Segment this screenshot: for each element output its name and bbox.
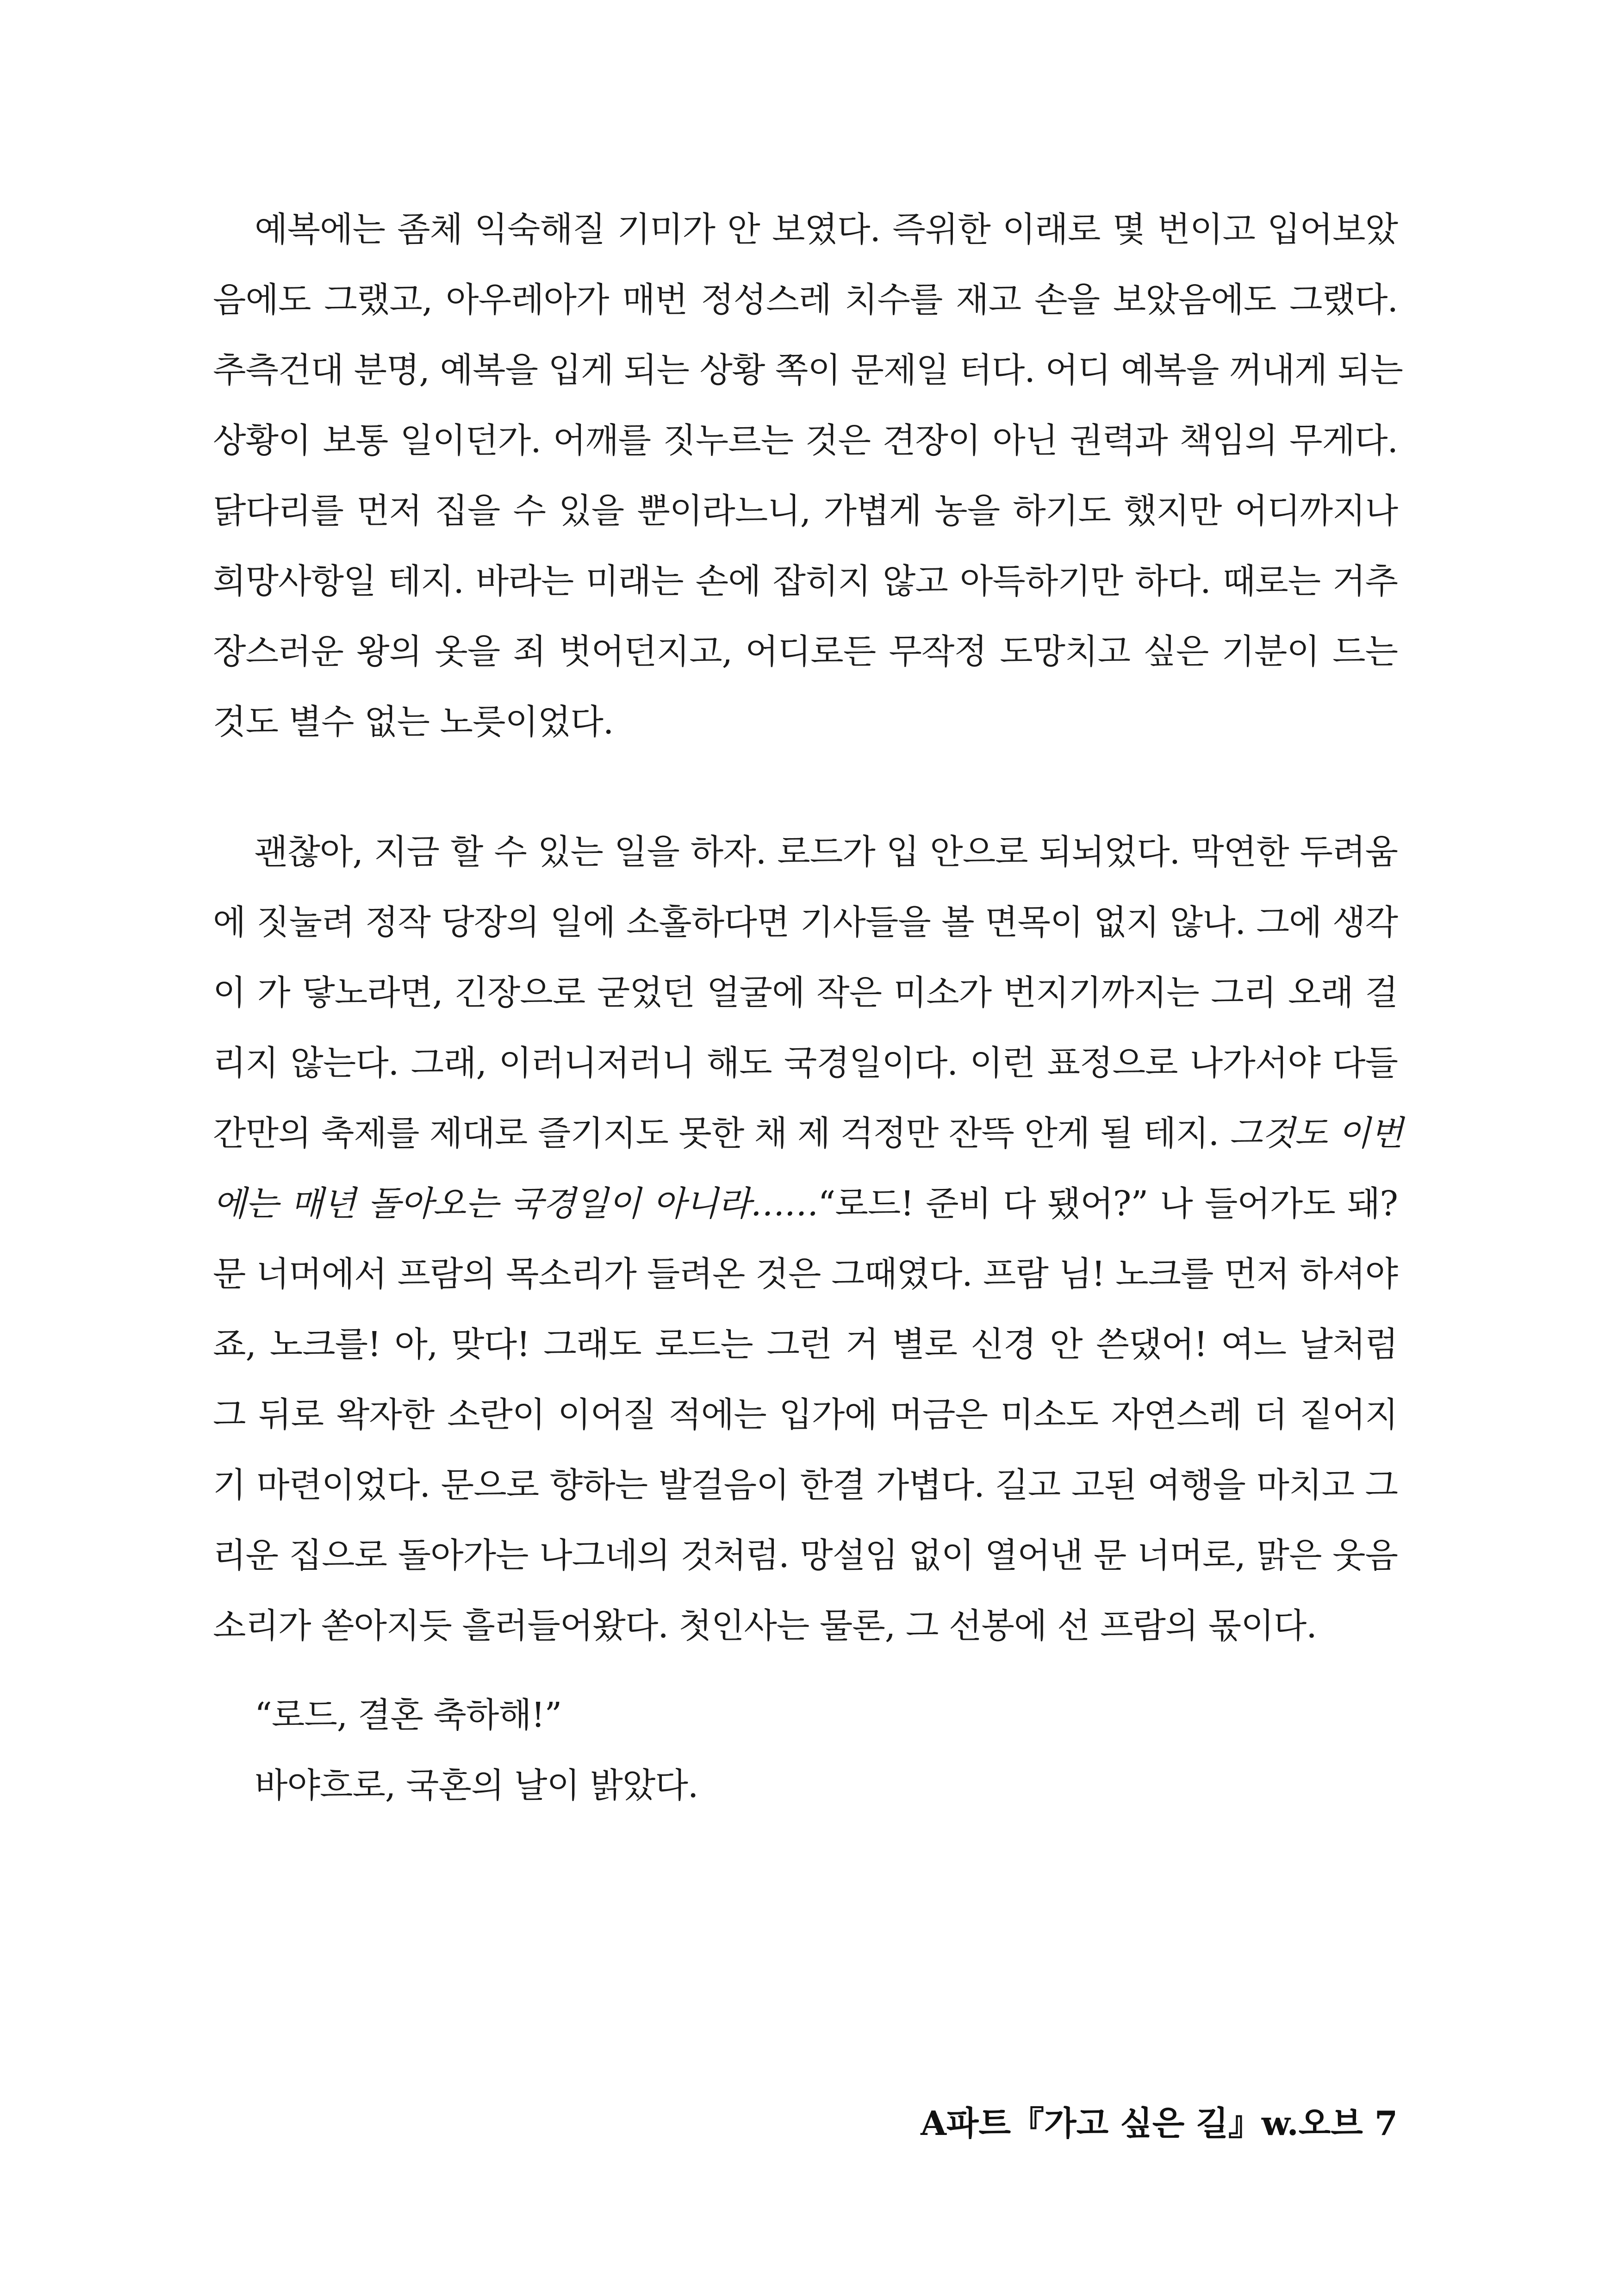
text-line: 괜찮아, 지금 할 수 있는 일을 하자. 로드가 입 안으로 되뇌었다. 막연한 두려움 [255,832,1398,872]
text-line: 음에도 그랬고, 아우레아가 매번 정성스레 치수를 재고 손을 보았음에도 그랬다. [213,280,1398,320]
paragraph-1 [213,194,1403,757]
text-line: 에 짓눌려 정작 당장의 일에 소홀하다면 기사들을 볼 면목이 없지 않나. 그에 생각 [213,902,1398,942]
text-line: 리운 집으로 돌아가는 나그네의 것처럼. 망설임 없이 열어낸 문 너머로, 맑은 웃음 [213,1536,1398,1575]
italic-segment: 에는 매년 돌아오는 국경일이 아니라…… [213,1184,818,1224]
text-line: 기 마련이었다. 문으로 향하는 발걸음이 한결 가볍다. 길고 고된 여행을 마치고 그 [213,1465,1398,1505]
text-line: 예복에는 좀체 익숙해질 기미가 안 보였다. 즉위한 이래로 몇 번이고 입어보았 [255,210,1398,249]
text-line: 죠, 노크를! 아, 맞다! 그래도 로드는 그런 거 별로 신경 안 쓴댔어! 여느 날처럼 [213,1325,1398,1364]
text-line: 닭다리를 먼저 집을 수 있을 뿐이라느니, 가볍게 농을 하기도 했지만 어디까지나 [213,491,1398,531]
text-line: 희망사항일 테지. 바라는 미래는 손에 잡히지 않고 아득하기만 하다. 때로는 거추 [213,561,1398,601]
text-line-with-italic [213,1098,1403,1169]
text-line: 문 너머에서 프람의 목소리가 들려온 것은 그때였다. 프람 님! 노크를 먼저 하셔야 [213,1254,1398,1294]
text-line: 그 뒤로 왁자한 소란이 이어질 적에는 입가에 머금은 미소도 자연스레 더 짙어지 [213,1395,1398,1435]
text-line-with-italic [213,1169,1398,1239]
text-line: 이 가 닿노라면, 긴장으로 굳었던 얼굴에 작은 미소가 번지기까지는 그리 오래 걸 [213,973,1398,1013]
page-footer: A파트『가고 싶은 길』w.오브 7 [921,2103,1398,2143]
text-line: 바야흐로, 국혼의 날이 밝았다. [255,1766,698,1805]
text-line: 상황이 보통 일이던가. 어깨를 짓누르는 것은 견장이 아닌 권력과 책임의 무게다. [213,421,1398,460]
text-line: 추측건대 분명, 예복을 입게 되는 상황 쪽이 문제일 터다. 어디 예복을 꺼내게 되는 [213,350,1403,390]
paragraph-3 [213,1680,1398,1821]
dialogue-line: “로드, 결혼 축하해!” [255,1695,562,1735]
text-line: 소리가 쏟아지듯 흘러들어왔다. 첫인사는 물론, 그 선봉에 선 프람의 몫이다. [213,1606,1317,1646]
italic-segment: 그것도 이번 [1229,1114,1403,1153]
text-line: 리지 않는다. 그래, 이러니저러니 해도 국경일이다. 이런 표정으로 나가서야 다들 [213,1043,1398,1083]
dialogue-segment: “로드! 준비 다 됐어?” 나 들어가도 돼? [818,1184,1398,1224]
text-line: 것도 별수 없는 노릇이었다. [213,702,614,742]
text-segment: 간만의 축제를 제대로 즐기지도 못한 채 제 걱정만 잔뜩 안게 될 테지. [213,1114,1219,1153]
text-line: 장스러운 왕의 옷을 죄 벗어던지고, 어디로든 무작정 도망치고 싶은 기분이 드는 [213,632,1398,672]
paragraph-2 [213,817,1403,1661]
